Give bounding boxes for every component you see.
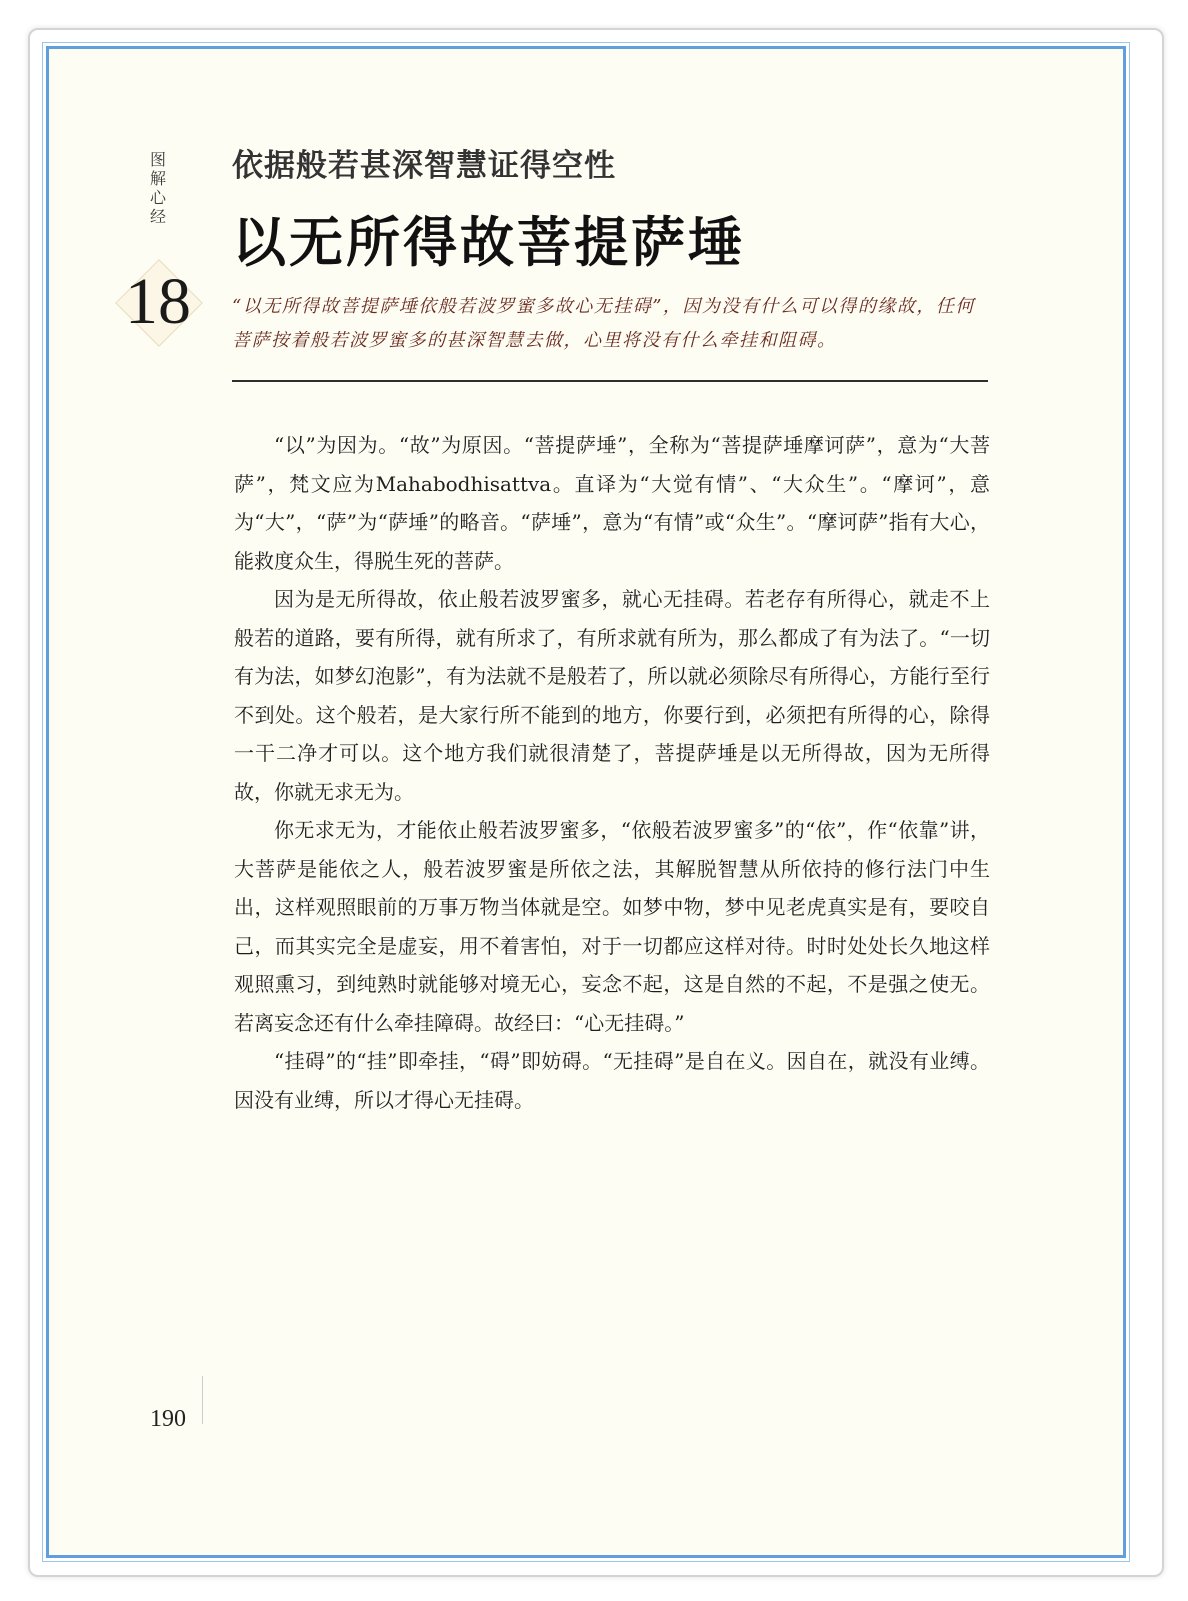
paragraph: “以”为因为。“故”为原因。“菩提萨埵”，全称为“菩提萨埵摩诃萨”，意为“大菩萨”，梵文应为Mahabodhisattva。直译为“大觉有情”、“大众生”。“摩诃”，意为“大”，“萨”为“萨埵”的略音。“萨埵”，意为“有情”或“众生”。“摩诃萨”指有大心，能救度众生，得脱生死的菩萨。 bbox=[234, 433, 990, 573]
chapter-badge bbox=[110, 254, 206, 350]
paragraph: 因为是无所得故，依止般若波罗蜜多，就心无挂碍。若老存有所得心，就走不上般若的道路，要有所得，就有所求了，有所求就有所为，那么都成了有为法了。“一切有为法，如梦幻泡影”，有为法就不是般若了，所以就必须除尽有所得心，方能行至行不到处。这个般若，是大家行所不能到的地方，你要行到，必须把有所得的心，除得一干二净才可以。这个地方我们就很清楚了，菩提萨埵是以无所得故，因为无所得故，你就无求无为。 bbox=[234, 587, 990, 804]
chapter-number: 18 bbox=[125, 265, 191, 338]
page-margin-line bbox=[202, 1376, 203, 1424]
section-subtitle: 依据般若甚深智慧证得空性 bbox=[232, 148, 616, 184]
book-side-label: 图 解 心 经 bbox=[149, 150, 166, 226]
title-divider bbox=[232, 380, 988, 382]
paragraph: 你无求无为，才能依止般若波罗蜜多，“依般若波罗蜜多”的“依”，作“依靠”讲，大菩萨是能依之人，般若波罗蜜是所依之法，其解脱智慧从所依持的修行法门中生出，这样观照眼前的万事万物当体就是空。如梦中物，梦中见老虎真实是有，要咬自己，而其实完全是虚妄，用不着害怕，对于一切都应这样对待。时时处处长久地这样观照熏习，到纯熟时就能够对境无心，妄念不起，这是自然的不起，不是强之使无。若离妄念还有什么牵挂障碍。故经曰：“心无挂碍。” bbox=[234, 818, 990, 1035]
intro-summary: “以无所得故菩提萨埵依般若波罗蜜多故心无挂碍”，因为没有什么可以得的缘故，任何菩萨按着般若波罗蜜多的甚深智慧去做，心里将没有什么牵挂和阻碍。 bbox=[232, 296, 975, 351]
paragraph: “挂碍”的“挂”即牵挂，“碍”即妨碍。“无挂碍”是自在义。因自在，就没有业缚。因没有业缚，所以才得心无挂碍。 bbox=[234, 1049, 990, 1112]
page-number: 190 bbox=[150, 1406, 186, 1432]
section-title: 以无所得故菩提萨埵 bbox=[232, 210, 745, 274]
body-text bbox=[234, 426, 990, 1119]
